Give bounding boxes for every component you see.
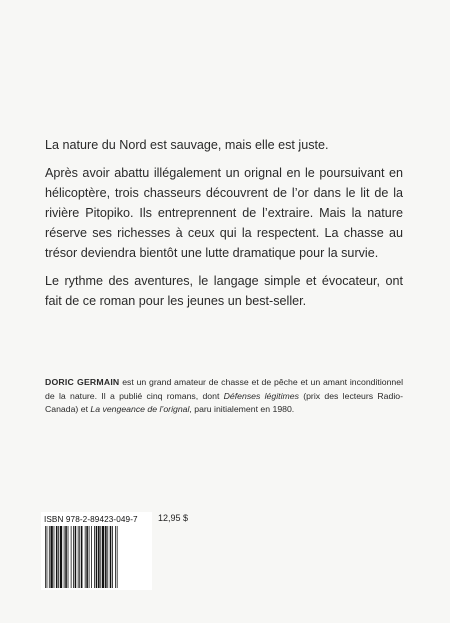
book-title-2: La vengeance de l’orignal: [90, 404, 190, 414]
isbn-number: ISBN 978-2-89423-049-7: [44, 515, 138, 524]
isbn-barcode-block: [41, 512, 152, 590]
price-label: 12,95 $: [158, 513, 189, 523]
bio-text-2: (prix des lecteurs Radio-Canada) et: [45, 390, 403, 414]
author-name: DORIC GERMAIN: [45, 377, 120, 387]
blurb-paragraph-1: La nature du Nord est sauvage, mais elle est juste.: [45, 138, 329, 152]
back-cover-blurb: [45, 135, 403, 319]
blurb-paragraph-3: Le rythme des aventures, le langage simple et évocateur, ont fait de ce roman pour les jeunes un best-seller.: [45, 274, 403, 308]
barcode-icon: [44, 526, 149, 588]
book-title-1: Défenses légitimes: [223, 390, 299, 401]
bio-text-3: , paru initialement en 1980.: [189, 404, 295, 414]
bio-text-1: est un grand amateur de chasse et de pêche et un amant inconditionnel de la nature. Il a publié cinq romans, dont: [45, 377, 404, 401]
blurb-paragraph-2: Après avoir abattu illégalement un orignal en le poursuivant en hélicoptère, trois chasseurs découvrent de l’or dans le lit de la rivière Pitopiko. Ils entreprennent de l’extraire. Mais la nature réserve ses richesses à ceux qui la respectent. La chasse au trésor deviendra bientôt une lutte dramatique pour la survie.: [45, 166, 403, 260]
author-bio: [45, 376, 403, 417]
